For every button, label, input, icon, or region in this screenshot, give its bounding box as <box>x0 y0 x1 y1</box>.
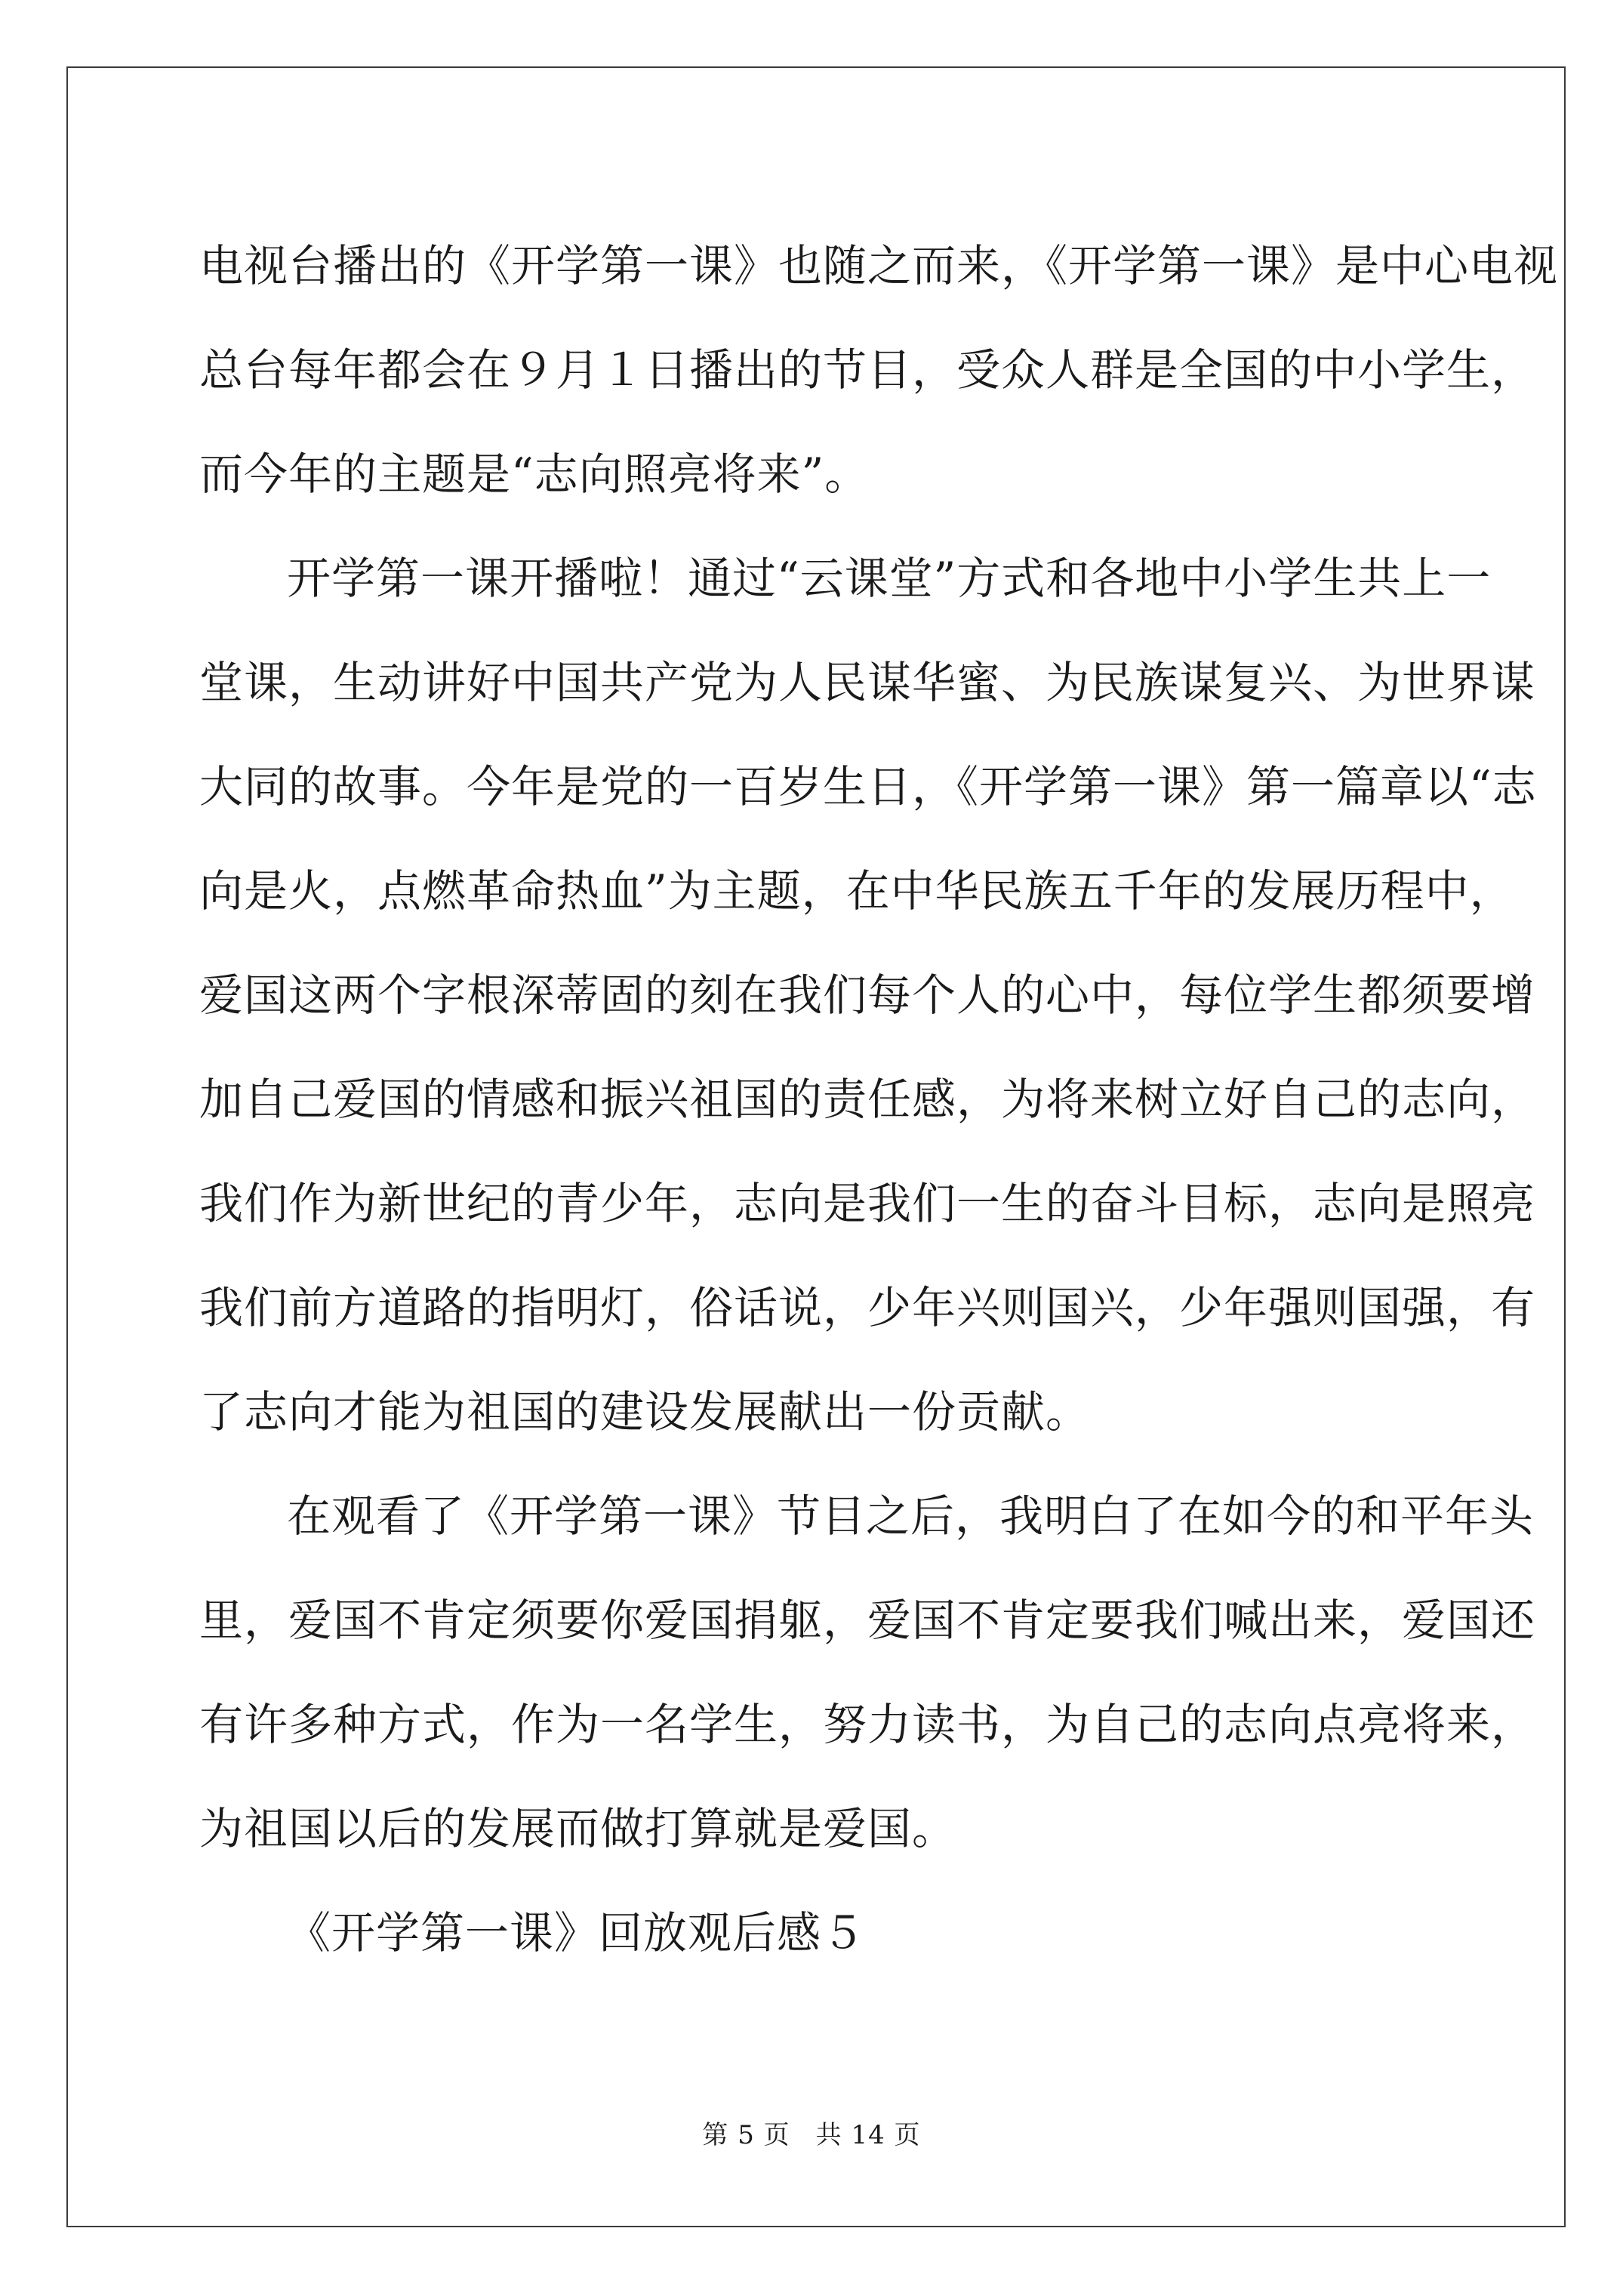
text-line: 我们作为新世纪的青少年，志向是我们一生的奋斗目标，志向是照亮 <box>199 1178 1536 1229</box>
paragraph-2 <box>199 526 1537 1464</box>
text-line: 加自己爱国的情感和振兴祖国的责任感，为将来树立好自己的志向， <box>199 1074 1536 1125</box>
text-line: 电视台播出的《开学第一课》也随之而来，《开学第一课》是中心电视 <box>199 240 1559 291</box>
text-line: 开学第一课开播啦！通过“云课堂”方式和各地中小学生共上一 <box>287 553 1492 604</box>
page-number: 第 5 页 <box>702 2120 790 2150</box>
paragraph-1 <box>199 214 1559 526</box>
page-footer <box>0 2114 1623 2151</box>
paragraph-3 <box>199 1464 1536 1881</box>
section-heading: 《开学第一课》回放观后感５ <box>287 1907 867 1959</box>
text-line: 爱国这两个字根深蒂固的刻在我们每个人的心中，每位学生都须要增 <box>199 969 1536 1021</box>
text-line: 在观看了《开学第一课》节目之后，我明白了在如今的和平年头 <box>287 1490 1535 1542</box>
text-line: 为祖国以后的发展而做打算就是爱国。 <box>199 1803 957 1854</box>
text-line: 了志向才能为祖国的建设发展献出一份贡献。 <box>199 1386 1091 1438</box>
page-total: 共 14 页 <box>815 2120 921 2150</box>
text-line: 我们前方道路的指明灯，俗话说，少年兴则国兴，少年强则国强，有 <box>199 1282 1536 1333</box>
text-line: 大同的故事。今年是党的一百岁生日，《开学第一课》第一篇章以“志 <box>199 761 1537 812</box>
text-line: 总台每年都会在９月１日播出的节目，受众人群是全国的中小学生， <box>199 344 1536 396</box>
text-line: 而今年的主题是“志向照亮将来”。 <box>199 448 870 500</box>
text-line: 有许多种方式，作为一名学生，努力读书，为自己的志向点亮将来， <box>199 1699 1536 1750</box>
text-line: 里，爱国不肯定须要你爱国捐躯，爱国不肯定要我们喊出来，爱国还 <box>199 1595 1536 1646</box>
text-line: 堂课，生动讲好中国共产党为人民谋华蜜、为民族谋复兴、为世界谋 <box>199 657 1536 708</box>
document-body <box>199 214 1559 1985</box>
text-line: 向是火，点燃革命热血”为主题，在中华民族五千年的发展历程中， <box>199 865 1514 917</box>
